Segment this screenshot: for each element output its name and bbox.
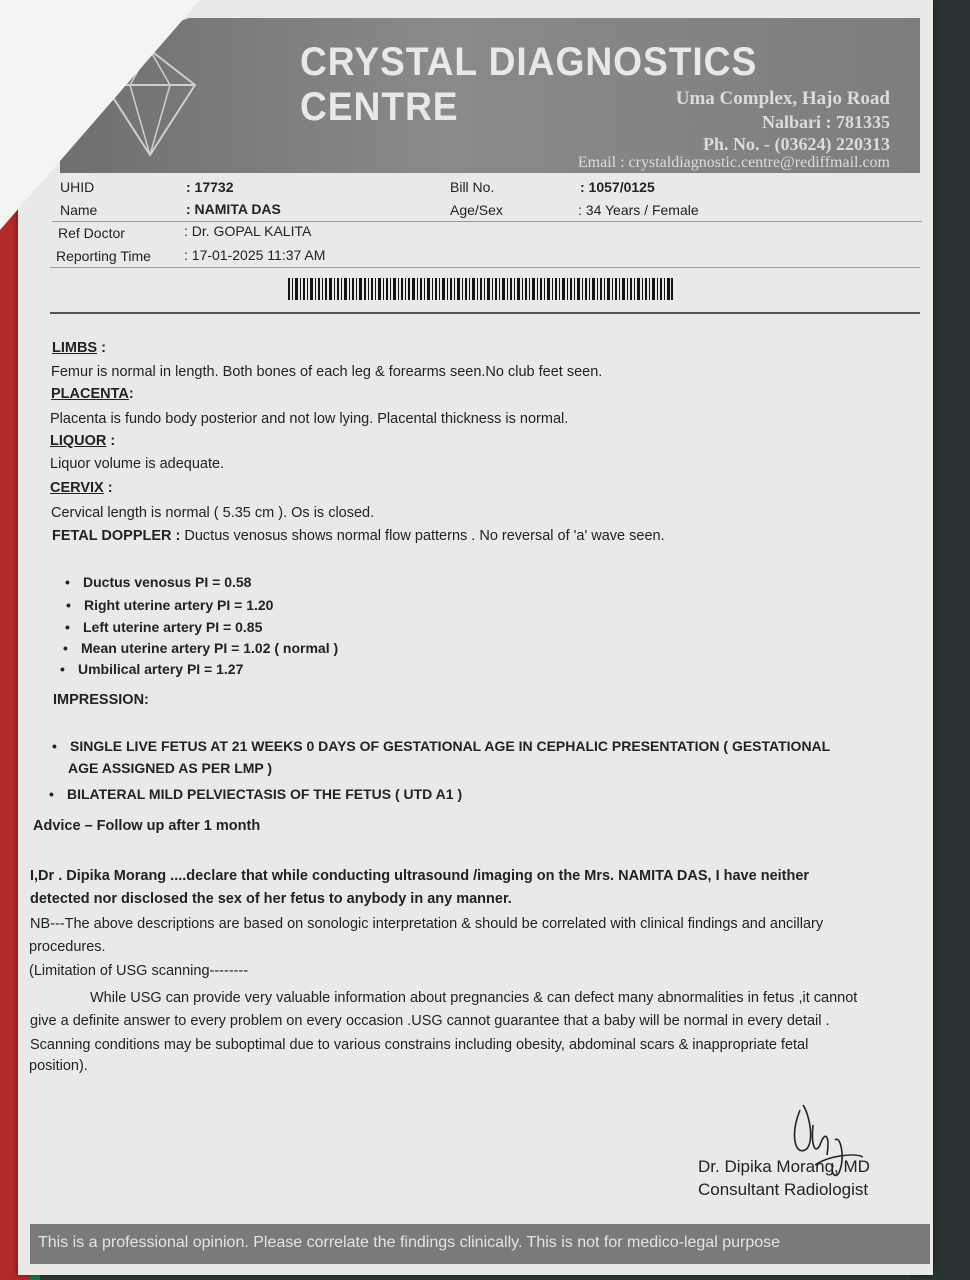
doppler-item: • Ductus venosus PI = 0.58 xyxy=(83,574,251,590)
bill-label: Bill No. xyxy=(450,179,495,195)
liquor-text: Liquor volume is adequate. xyxy=(50,456,225,472)
liquor-section xyxy=(50,433,115,449)
uhid-label: UHID xyxy=(60,179,95,195)
divider xyxy=(50,267,920,268)
limbs-text: Femur is normal in length. Both bones of each leg & forearms seen.No club feet seen. xyxy=(51,364,603,380)
cervix-section xyxy=(50,480,113,496)
agesex-value: : 34 Years / Female xyxy=(578,202,699,218)
limbs-section xyxy=(52,340,106,356)
placenta-text: Placenta is fundo body posterior and not low lying. Placental thickness is normal. xyxy=(50,411,569,427)
name-label: Name xyxy=(60,202,98,218)
impression-item-continued: AGE ASSIGNED AS PER LMP ) xyxy=(68,760,273,776)
barcode-icon xyxy=(288,278,673,300)
ref-doctor-value: : Dr. GOPAL KALITA xyxy=(184,223,312,239)
email-line: Email : crystaldiagnostic.centre@rediffmail.com xyxy=(577,154,890,171)
placenta-section xyxy=(51,386,134,402)
limitation-line-4: position). xyxy=(29,1058,88,1074)
reporting-time-value: : 17-01-2025 11:37 AM xyxy=(184,247,326,263)
reporting-time-label: Reporting Time xyxy=(56,248,151,264)
impression-heading: IMPRESSION: xyxy=(53,692,149,708)
doppler-item: • Umbilical artery PI = 1.27 xyxy=(78,661,243,677)
doppler-item: • Mean uterine artery PI = 1.02 ( normal ) xyxy=(81,640,338,656)
limbs-colon: : xyxy=(101,340,106,356)
address-line-2: Nalbari : 781335 xyxy=(762,112,890,132)
divider xyxy=(50,312,920,314)
doppler-item: • Right uterine artery PI = 1.20 xyxy=(84,597,273,613)
liquor-heading: LIQUOR xyxy=(50,433,107,449)
fetal-doppler-text: Ductus venosus shows normal flow patterns . No reversal of 'a' wave seen. xyxy=(184,528,665,544)
divider xyxy=(52,221,922,222)
placenta-heading: PLACENTA xyxy=(51,386,129,402)
doppler-item: • Left uterine artery PI = 0.85 xyxy=(83,619,262,635)
impression-item: • SINGLE LIVE FETUS AT 21 WEEKS 0 DAYS OF GESTATIONAL AGE IN CEPHALIC PRESENTATION ( GESTATIONAL xyxy=(70,738,830,754)
footer-banner xyxy=(30,1224,930,1264)
impression-item: • BILATERAL MILD PELVIECTASIS OF THE FETUS ( UTD A1 ) xyxy=(67,786,462,802)
fetal-doppler-section xyxy=(52,528,665,544)
nb-line-1: NB---The above descriptions are based on sonologic interpretation & should be correlated with clinical findings and ancillary xyxy=(30,916,824,932)
bill-value: : 1057/0125 xyxy=(580,179,655,195)
doctor-title: Consultant Radiologist xyxy=(698,1180,869,1199)
limitation-line-3: Scanning conditions may be suboptimal due to various constrains including obesity, abdominal scars & inappropriate fetal xyxy=(30,1037,809,1053)
liquor-colon: : xyxy=(110,433,116,449)
limbs-heading: LIMBS xyxy=(52,340,98,356)
cervix-colon: : xyxy=(107,480,113,496)
limitation-heading: (Limitation of USG scanning-------- xyxy=(29,963,249,979)
ref-doctor-label: Ref Doctor xyxy=(58,225,125,241)
name-value: : NAMITA DAS xyxy=(186,201,281,217)
phone-line: Ph. No. - (03624) 220313 xyxy=(703,134,890,154)
centre-name: CRYSTAL DIAGNOSTICS CENTRE xyxy=(300,40,758,129)
declaration-line-1: I,Dr . Dipika Morang ....declare that while conducting ultrasound /imaging on the Mrs. NAMITA DAS, I have neither xyxy=(30,868,810,884)
agesex-label: Age/Sex xyxy=(450,202,503,218)
fetal-doppler-heading: FETAL DOPPLER : xyxy=(52,528,181,544)
footer-text: This is a professional opinion. Please correlate the findings clinically. This is not for medico-legal purpose xyxy=(38,1234,781,1251)
advice-text: Advice – Follow up after 1 month xyxy=(33,818,261,834)
doctor-name: Dr. Dipika Morang, MD xyxy=(698,1157,870,1176)
limitation-line-2: give a definite answer to every problem on every occasion .USG cannot guarantee that a baby will be normal in every detail . xyxy=(30,1013,830,1029)
cervix-text: Cervical length is normal ( 5.35 cm ). Os is closed. xyxy=(51,505,375,521)
declaration-line-2: detected nor disclosed the sex of her fetus to anybody in any manner. xyxy=(30,891,512,907)
placenta-colon: : xyxy=(128,386,134,402)
address-line-1: Uma Complex, Hajo Road xyxy=(675,88,890,109)
uhid-value: : 17732 xyxy=(186,179,234,195)
cervix-heading: CERVIX xyxy=(50,480,104,496)
nb-line-2: procedures. xyxy=(29,939,106,955)
limitation-line-1: While USG can provide very valuable information about pregnancies & can defect many abnormalities in fetus ,it cannot xyxy=(90,990,858,1006)
